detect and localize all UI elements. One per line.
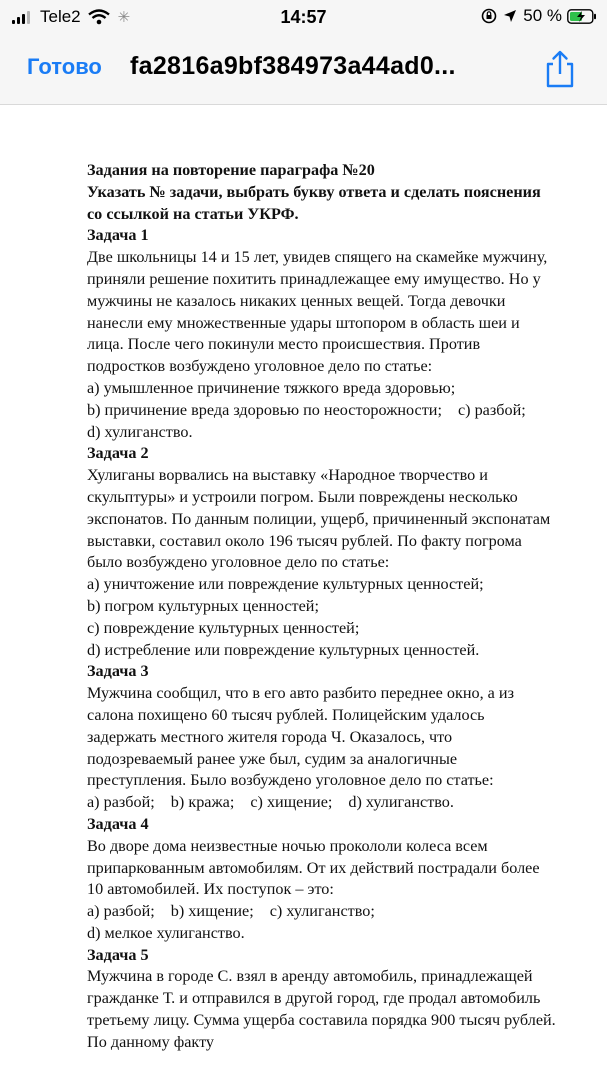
task-option: а) уничтожение или повреждение культурных ценностей; bbox=[87, 575, 484, 594]
status-bar bbox=[0, 0, 607, 36]
navigation-bar bbox=[0, 44, 607, 96]
task-option: d) мелкое хулиганство. bbox=[87, 923, 245, 942]
task-title: Задача 5 bbox=[87, 945, 149, 964]
task-options bbox=[87, 901, 557, 945]
task-title: Задача 3 bbox=[87, 662, 149, 681]
task-text: Во дворе дома неизвестные ночью прокололи колеса всем припаркованным автомобилям. От их действий пострадали более 10 автомобилей. Их поступок – это: bbox=[87, 836, 540, 899]
orientation-lock-icon bbox=[481, 8, 497, 24]
task-option: а) разбой; bbox=[87, 793, 155, 812]
document-title: fa2816a9bf384973a44ad0... bbox=[130, 52, 456, 80]
task-option: d) истребление или повреждение культурных ценностей. bbox=[87, 640, 480, 659]
doc-heading: Задания на повторение параграфа №20 bbox=[87, 161, 375, 179]
task-option: d) хулиганство. bbox=[348, 793, 454, 812]
top-chrome bbox=[0, 0, 607, 105]
task-option: b) кража; bbox=[170, 793, 235, 812]
task-option: b) хищение; bbox=[170, 902, 254, 921]
task-options bbox=[87, 400, 557, 444]
done-button[interactable]: Готово bbox=[27, 54, 102, 79]
task-option: с) повреждение культурных ценностей; bbox=[87, 618, 360, 637]
task-option: b) погром культурных ценностей; bbox=[87, 596, 319, 615]
carrier-name: Tele2 bbox=[40, 7, 81, 26]
document-page bbox=[87, 160, 557, 1054]
task-option: d) хулиганство. bbox=[87, 422, 193, 441]
clock: 14:57 bbox=[280, 7, 327, 27]
task-title: Задача 2 bbox=[87, 444, 149, 463]
activity-spinner-icon: ✳ bbox=[117, 9, 131, 26]
battery-charging-icon bbox=[567, 9, 597, 24]
task-text: Хулиганы ворвались на выставку «Народное творчество и скульптуры» и устроили погром. Были повреждены несколько экспонатов. По данным полиции, ущерб, причиненный экспонатам выставки, составил около 196 тысяч рублей. По факту погрома было возбуждено уголовное дело по статье: bbox=[87, 466, 551, 572]
task-option: b) причинение вреда здоровью по неосторожности; bbox=[87, 400, 442, 419]
task-text: Мужчина в городе С. взял в аренду автомобиль, принадлежащей гражданке Т. и отправился в другой город, где продал автомобиль третьему лицу. Сумма ущерба составила порядка 900 тысяч рублей. По данному факту bbox=[87, 967, 556, 1051]
task-title: Задача 1 bbox=[87, 226, 149, 245]
battery-percent: 50 % bbox=[523, 6, 562, 25]
task-option: с) хулиганство; bbox=[269, 902, 375, 921]
task-title: Задача 4 bbox=[87, 814, 149, 833]
task-option: с) разбой; bbox=[457, 400, 526, 419]
task-text: Две школьницы 14 и 15 лет, увидев спящего на скамейке мужчину, приняли решение похитить принадлежащее ему имущество. Но у мужчины не казалось никаких ценных вещей. Тогда девочки нанесли ему множественные удары штопором в область шеи и лица. После чего покинули место происшествия. Против подростков возбуждено уголовное дело по статье: bbox=[87, 248, 548, 376]
task-option: а) разбой; bbox=[87, 902, 155, 921]
location-arrow-icon bbox=[503, 9, 517, 23]
share-icon[interactable] bbox=[543, 49, 577, 89]
doc-instructions: Указать № задачи, выбрать букву ответа и сделать пояснения со ссылкой на статьи УКРФ. bbox=[87, 182, 541, 223]
task-option: с) хищение; bbox=[250, 793, 333, 812]
task-text: Мужчина сообщил, что в его авто разбито переднее окно, а из салона похищено 60 тысяч рублей. Полицейским удалось задержать местного жителя города Ч. Оказалось, что подозреваемый ранее уже был, судим за аналогичные преступления. Было возбуждено уголовное дело по статье: bbox=[87, 684, 514, 790]
task-option: а) умышленное причинение тяжкого вреда здоровью; bbox=[87, 378, 456, 397]
task-options bbox=[87, 792, 557, 814]
